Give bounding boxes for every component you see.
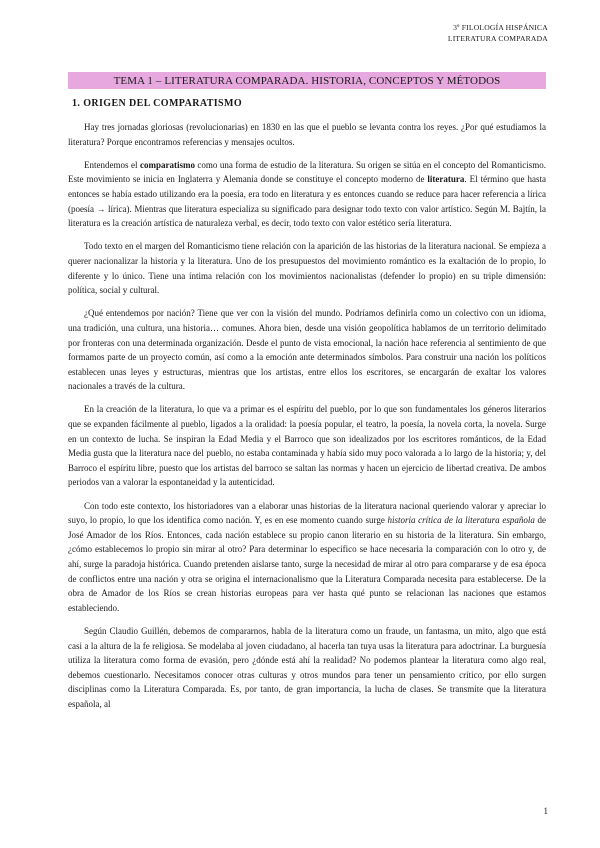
bold-term: literatura	[427, 174, 465, 185]
body-paragraph	[68, 402, 546, 490]
paragraph-text: Según Claudio Guillén, debemos de compararnos, habla de la literatura como un fraude, un fantasma, un mito, algo que está casi a la altura de la fe religiosa. Se modelaba al joven ciudadano, al hacerla tan tuya usas la literatura para adoctrinar. La burguesía utiliza la literatura como forma de evasión, pero ¿dónde está ahí la realidad? No podemos plantear la literatura como algo real, debemos cuestionarlo. Necesitamos conocer otras culturas y otros mundos para tener un pensamiento crítico, por ello surgen disciplinas como la Literatura Comparada. Es, por tanto, de gran importancia, la lucha de clases. Se transmite que la literatura española, al	[68, 625, 546, 709]
header-subject: LITERATURA COMPARADA	[447, 34, 548, 43]
body-paragraph	[68, 499, 546, 616]
section-heading: 1. ORIGEN DEL COMPARATISMO	[72, 98, 243, 109]
paragraph-text: Entendemos el	[84, 159, 140, 170]
paragraph-text: Hay tres jornadas gloriosas (revolucionarias) en 1830 en las que el pueblo se levanta contra los reyes. ¿Por qué estudiamos la literatura? Porque encontramos referencias y mensajes ocultos.	[68, 122, 546, 147]
paragraph-text: ¿Qué entendemos por nación? Tiene que ver con la visión del mundo. Podríamos definirla como un colectivo con un idioma, una tradición, una cultura, una historia… comunes. Ahora bien, desde una visión geopolítica hablamos de un territorio delimitado por fronteras con una determinada organización. Desde el punto de vista emocional, la nación hace referencia al sentimiento de que formamos parte de un proyecto común, así como a la emoción ante determinados símbolos. Para construir una nación los políticos establecen unas leyes y estructuras, mientras que los artistas, entre ellos los escritores, se encargarán de exaltar los valores nacionales a través de la cultura.	[68, 308, 546, 392]
header-course: 3º FILOLOGÍA HISPÁNICA	[453, 23, 548, 32]
paragraph-text: En la creación de la literatura, lo que va a primar es el espíritu del pueblo, por lo que son fundamentales los géneros literarios que se expanden fácilmente al pueblo, ligados a la oralidad: la poesía popular, el teatro, la poesía, la novela corta, la novela. Surge en un contexto de lucha. Se inspiran la Edad Media y el Barroco que son idealizados por los escritores románticos, de la Edad Media gusta que la literatura nace del pueblo, no estaba contaminada y había sido muy poco valorada a lo largo de la historia; y, del Barroco el espíritu libre, puesto que los artistas del barroco se saltan las normas y hacen un ejercicio de libertad creativa. De ambos periodos van a valorar la espontaneidad y la autenticidad.	[68, 404, 546, 488]
page-number: 1	[543, 806, 548, 816]
italic-title: historia crítica de la literatura española	[387, 515, 535, 526]
document-body	[68, 120, 546, 720]
body-paragraph	[68, 158, 546, 231]
body-paragraph	[68, 239, 546, 297]
body-paragraph	[68, 306, 546, 394]
body-paragraph	[68, 624, 546, 712]
bold-term: comparatismo	[139, 159, 195, 170]
page-header	[448, 22, 548, 44]
body-paragraph	[68, 120, 546, 149]
paragraph-text: como una forma de estudio de la literatura. Su origen se sitúa en el concepto del Romanticismo. Este movimiento se inicia en Inglaterra y Alemania donde se constituye el concepto moderno de	[68, 159, 546, 185]
paragraph-text: Con todo este contexto, los historiadores van a elaborar unas historias de la literatura nacional queriendo valorar y apreciar lo suyo, lo propio, lo que los identifica como nación. Y, es en ese momento cuando surge	[68, 500, 546, 526]
paragraph-text: Todo texto en el margen del Romanticismo tiene relación con la aparición de las historias de la literatura nacional. Se empieza a querer nacionalizar la historia y la literatura. Uno de los presupuestos del movimiento romántico es la exaltación de lo propio, lo diferente y lo único. Tiene una íntima relación con los movimientos nacionalistas (defender lo propio) en su triple dimensión: política, social y cultural.	[68, 241, 546, 296]
paragraph-text: de José Amador de los Ríos. Entonces, cada nación establece su propio canon literario en su historia de la literatura. Sin embargo, ¿cómo establecemos lo propio sin mirar al otro? Para determinar lo específico se hace necesaria la comparación con lo otro y, de ahí, surge la paradoja histórica. Cuando pretenden aislarse tanto, surge la necesidad de mirar al otro para compararse y de esa época de conflictos entre una nación y otra se origina el internacionalismo que la Literatura Comparada necesita para establecerse. De la obra de Amador de los Ríos se crean historias europeas para ver hasta qué punto se relacionan las naciones que estamos estableciendo.	[68, 515, 546, 613]
topic-title-bar	[68, 72, 546, 89]
paragraph-text: . El término que hasta entonces se había estado utilizando era la poesía, era todo en literatura y es entonces cuando se reduce para hacer referencia a lírica (poesía → lírica). Mientras que literatura especializa su significado para designar todo texto con valor artístico. Según M. Bajtín, la literatura es la creación artística de naturaleza verbal, es decir, todo texto con valor estético sería literatura.	[68, 174, 547, 229]
topic-title: TEMA 1 – LITERATURA COMPARADA. HISTORIA, CONCEPTOS Y MÉTODOS	[113, 74, 501, 87]
